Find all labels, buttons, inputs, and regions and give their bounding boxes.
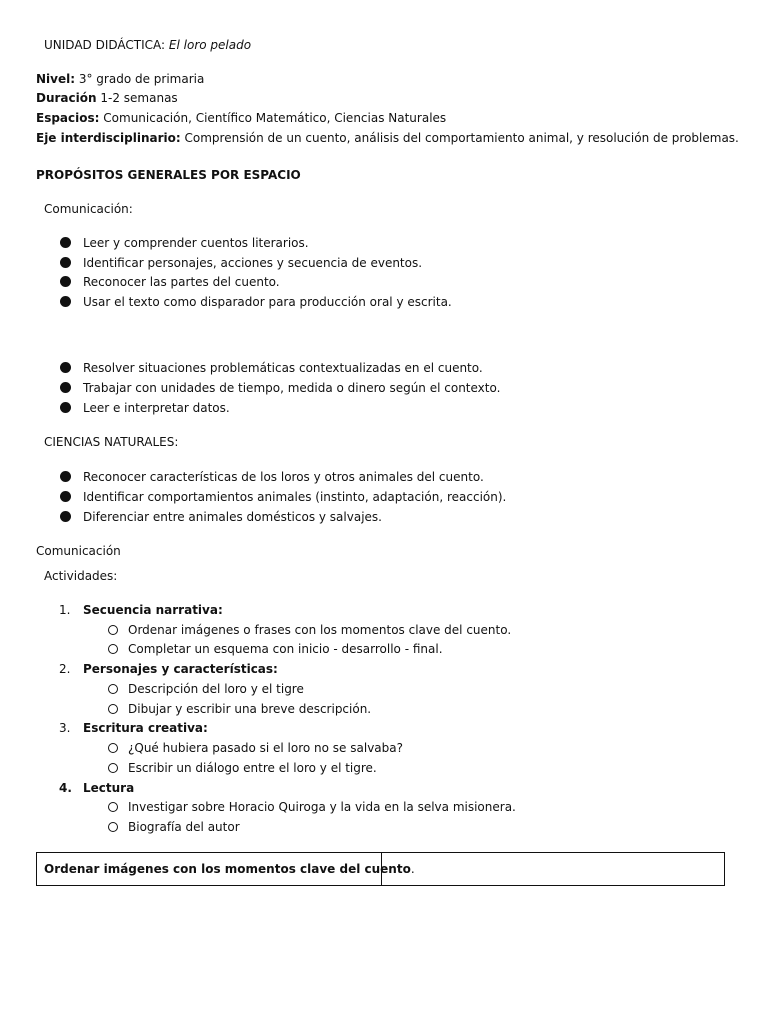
duracion-line	[36, 91, 178, 105]
sub-item: Dibujar y escribir una breve descripción.	[108, 702, 371, 716]
ciencias-heading: CIENCIAS NATURALES:	[44, 435, 179, 449]
document-title	[44, 38, 251, 52]
circle-bullet-icon	[108, 743, 118, 753]
bullet-icon	[60, 257, 71, 268]
sub-item: Investigar sobre Horacio Quiroga y la vida en la selva misionera.	[108, 800, 516, 814]
activity-table	[36, 852, 725, 886]
bullet-icon	[60, 296, 71, 307]
activity-item: 3. Escritura creativa:	[59, 721, 208, 735]
title-name: El loro pelado	[168, 38, 252, 52]
list-item: Usar el texto como disparador para producción oral y escrita.	[60, 295, 452, 309]
comunicacion-heading: Comunicación:	[44, 202, 133, 216]
list-item: Reconocer las partes del cuento.	[60, 275, 280, 289]
circle-bullet-icon	[108, 644, 118, 654]
bullet-icon	[60, 471, 71, 482]
eje-line	[36, 131, 739, 145]
nivel-value: 3° grado de primaria	[78, 72, 205, 86]
bullet-icon	[60, 511, 71, 522]
title-prefix: UNIDAD DIDÁCTICA:	[44, 38, 166, 52]
list-item: Diferenciar entre animales domésticos y salvajes.	[60, 510, 382, 524]
list-item: Resolver situaciones problemáticas contextualizadas en el cuento.	[60, 361, 483, 375]
list-item: Trabajar con unidades de tiempo, medida o dinero según el contexto.	[60, 381, 500, 395]
sub-item: Ordenar imágenes o frases con los momentos clave del cuento.	[108, 623, 511, 637]
bullet-icon	[60, 362, 71, 373]
circle-bullet-icon	[108, 802, 118, 812]
list-item: Reconocer características de los loros y otros animales del cuento.	[60, 470, 484, 484]
eje-value: Comprensión de un cuento, análisis del comportamiento animal, y resolución de problemas.	[184, 131, 739, 145]
activity-item: 1. Secuencia narrativa:	[59, 603, 223, 617]
espacios-label: Espacios:	[36, 111, 100, 125]
sub-item: Biografía del autor	[108, 820, 240, 834]
sub-item: ¿Qué hubiera pasado si el loro no se salvaba?	[108, 741, 403, 755]
propositos-heading: PROPÓSITOS GENERALES POR ESPACIO	[36, 168, 301, 182]
circle-bullet-icon	[108, 704, 118, 714]
list-item: Leer y comprender cuentos literarios.	[60, 236, 309, 250]
circle-bullet-icon	[108, 763, 118, 773]
list-item: Identificar personajes, acciones y secuencia de eventos.	[60, 256, 422, 270]
bullet-icon	[60, 402, 71, 413]
duracion-value: 1-2 semanas	[100, 91, 178, 105]
sub-item: Completar un esquema con inicio - desarrollo - final.	[108, 642, 443, 656]
list-item: Leer e interpretar datos.	[60, 401, 230, 415]
actividades-heading: Actividades:	[44, 569, 118, 583]
bullet-icon	[60, 276, 71, 287]
circle-bullet-icon	[108, 822, 118, 832]
activity-item: 4. Lectura	[59, 781, 135, 795]
espacios-value-1: Comunicación,	[103, 111, 192, 125]
actividades-section: Comunicación	[36, 544, 121, 558]
bullet-icon	[60, 491, 71, 502]
sub-item: Escribir un diálogo entre el loro y el tigre.	[108, 761, 377, 775]
circle-bullet-icon	[108, 625, 118, 635]
table-cell-empty	[382, 853, 724, 885]
bullet-icon	[60, 237, 71, 248]
list-item: Identificar comportamientos animales (instinto, adaptación, reacción).	[60, 490, 506, 504]
nivel-line	[36, 72, 204, 86]
espacios-value-2: Científico Matemático, Ciencias Naturales	[195, 111, 447, 125]
espacios-line	[36, 111, 446, 125]
table-cell: Ordenar imágenes con los momentos clave del cuento.	[37, 853, 382, 885]
activity-item: 2. Personajes y características:	[59, 662, 278, 676]
circle-bullet-icon	[108, 684, 118, 694]
bullet-icon	[60, 382, 71, 393]
nivel-label: Nivel:	[36, 72, 76, 86]
eje-label: Eje interdisciplinario:	[36, 131, 181, 145]
duracion-label: Duración	[36, 91, 97, 105]
sub-item: Descripción del loro y el tigre	[108, 682, 304, 696]
